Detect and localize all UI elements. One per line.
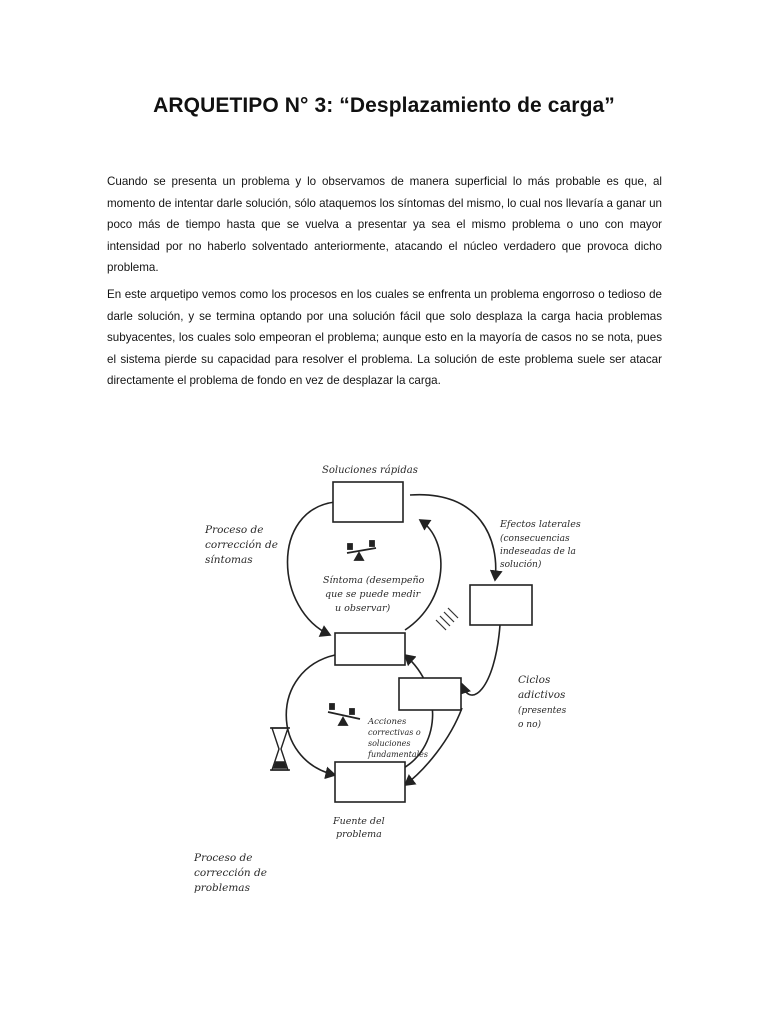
hourglass-icon	[270, 728, 290, 770]
label-ciclos-4: o no)	[518, 720, 542, 730]
label-proceso-problemas-3: problemas	[194, 882, 250, 894]
loop-sintomas-left	[288, 502, 336, 635]
delay-mark	[436, 608, 458, 630]
label-proceso-problemas-2: corrección de	[194, 867, 267, 879]
label-fuente-2: problema	[336, 829, 382, 840]
label-sintoma-1: Síntoma (desempeño	[323, 575, 425, 586]
label-ciclos-2: adictivos	[518, 689, 566, 701]
label-soluciones-rapidas: Soluciones rápidas	[322, 465, 418, 476]
label-ciclos-1: Ciclos	[518, 674, 551, 686]
label-efectos-3: indeseadas de la	[500, 547, 576, 557]
paragraph-archetype: En este arquetipo vemos como los procesos en los cuales se enfrenta un problema engorroso o tedioso de darle solución, y se termina optando por una solución fácil que solo desplaza la carga hacia problemas subyacentes, los cuales solo empeoran el problema; aunque esto en la mayoría de casos no se nota, pues el sistema pierde su capacidad para resolver el problema. La solución de este problema suele ser atacar directamente el problema de fondo en vez de desplazar la carga.	[107, 288, 662, 387]
label-proceso-sintomas-1: Proceso de	[205, 524, 264, 536]
label-proceso-problemas-1: Proceso de	[194, 852, 253, 864]
box-fuente-problema	[335, 762, 405, 802]
box-soluciones-rapidas	[333, 482, 403, 522]
label-fuente-1: Fuente del	[333, 816, 385, 827]
label-acciones-3: soluciones	[368, 739, 411, 748]
balance-icon-bottom	[328, 704, 360, 725]
label-efectos-4: solución)	[500, 560, 542, 570]
box-efectos-laterales	[470, 585, 532, 625]
label-acciones-4: fundamentales	[368, 750, 429, 759]
label-ciclos-3: (presentes	[518, 706, 567, 716]
label-acciones-1: Acciones	[368, 717, 407, 727]
document-title: ARQUETIPO N° 3: “Desplazamiento de carga”	[153, 94, 615, 117]
box-ciclos	[399, 678, 461, 710]
label-sintoma-3: u observar)	[335, 603, 391, 614]
label-sintoma-2: que se puede medir	[325, 589, 421, 600]
label-proceso-sintomas-2: corrección de	[205, 539, 278, 551]
archetype-diagram	[150, 440, 630, 910]
label-acciones-2: correctivas o	[368, 728, 421, 737]
label-efectos-1: Efectos laterales	[500, 519, 581, 530]
box-sintoma	[335, 633, 405, 665]
balance-icon	[347, 541, 376, 560]
label-proceso-sintomas-3: síntomas	[205, 554, 253, 566]
arc-ciclos-adictivos	[405, 708, 462, 785]
arc-efectos-to-fuente	[462, 625, 500, 695]
paragraph-intro: Cuando se presenta un problema y lo observamos de manera superficial lo más probable es que, al momento de intentar darle solución, sólo ataquemos los síntomas del mismo, lo cual nos llevaría a ganar un poco más de tiempo hasta que se vuelva a presentar ya sea el mismo problema o uno con mayor intensidad por no haberlo solventado anteriormente, atacando el núcleo verdadero que provoca dicho problema.	[107, 175, 662, 274]
loop-problemas-left	[286, 655, 335, 775]
label-efectos-2: (consecuencias	[500, 534, 570, 544]
arc-efectos-laterales	[410, 495, 496, 580]
